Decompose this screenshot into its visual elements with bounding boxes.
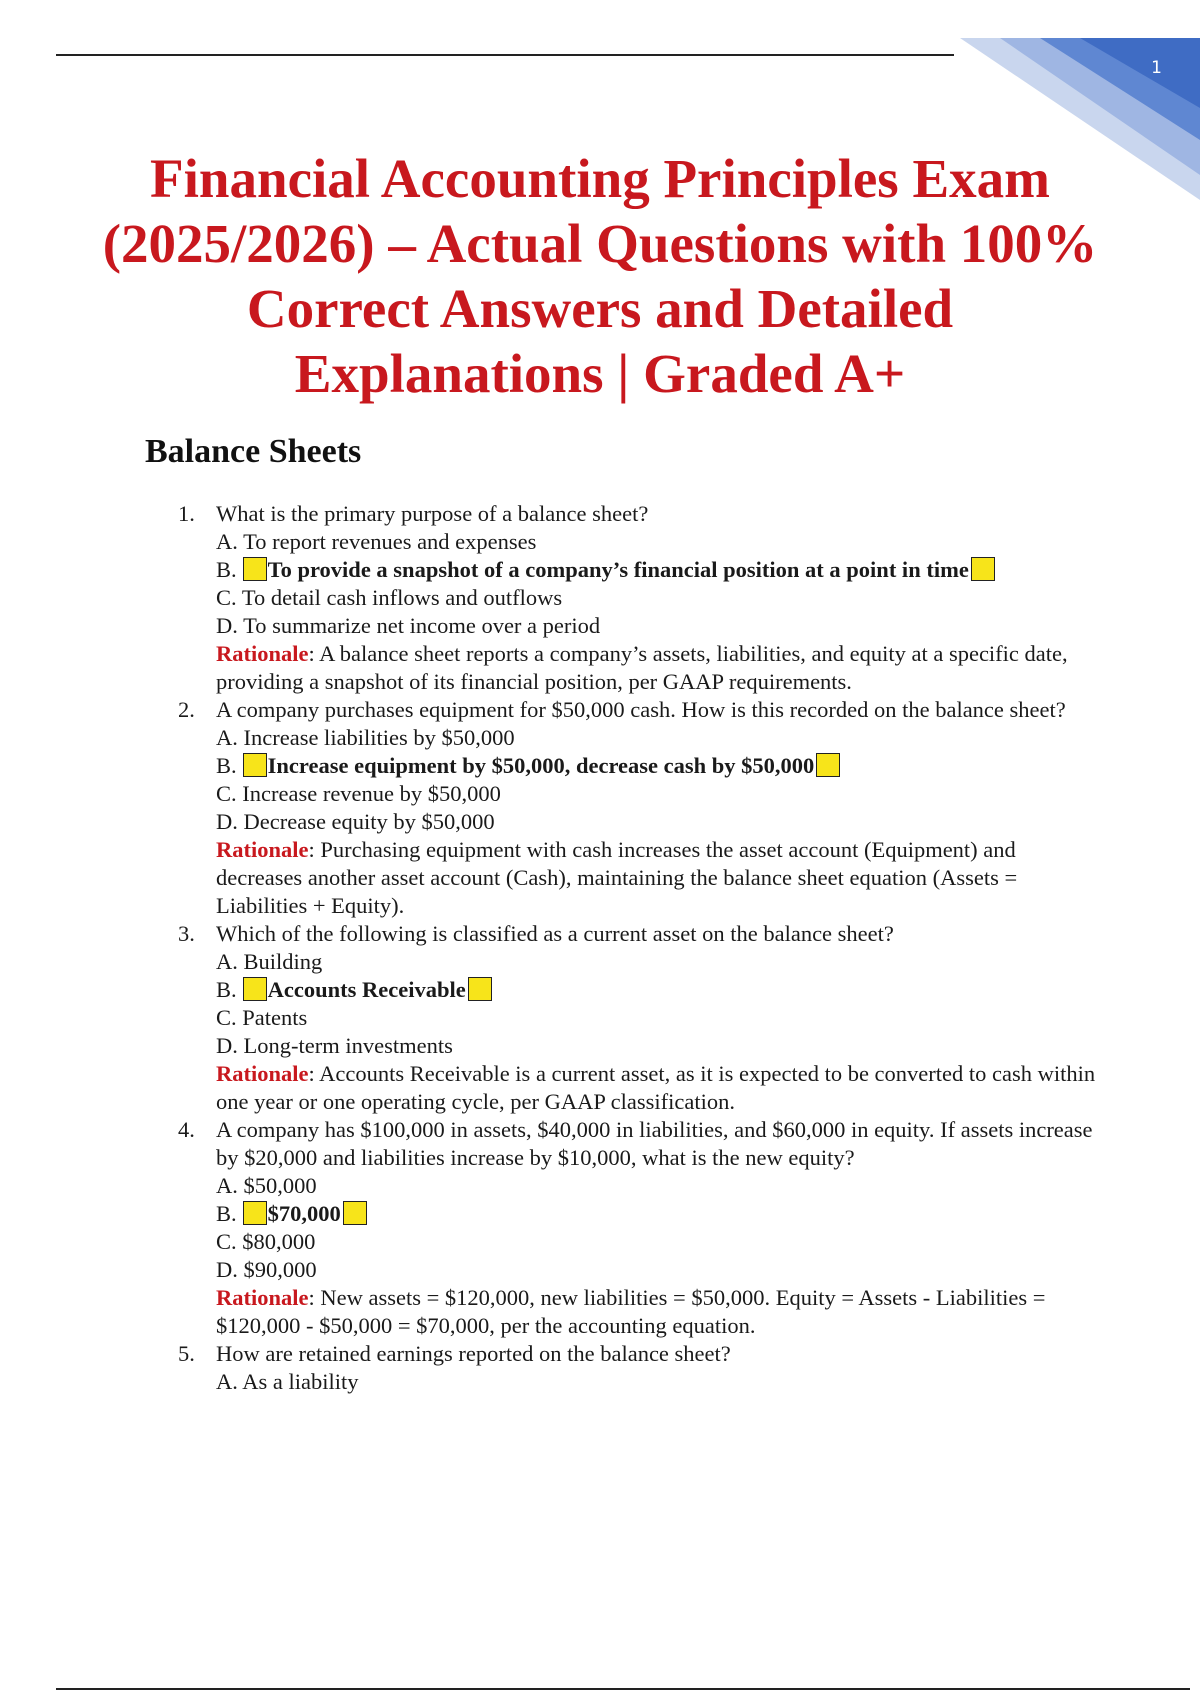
option-d: D. Decrease equity by $50,000 [216,809,495,834]
rationale-label: Rationale [216,1285,309,1310]
answer-marker [243,753,267,777]
question-number: 1. [178,501,195,526]
answer-marker [243,557,267,581]
question-text: A company has $100,000 in assets, $40,000 in liabilities, and $60,000 in equity. If assets increase by $20,000 and liabilities increase by $10,000, what is the new equity? [216,1117,1093,1170]
option-d: D. $90,000 [216,1257,317,1282]
answer-marker [468,977,492,1001]
option-b [216,976,1098,1004]
option-b [216,752,1098,780]
rationale [216,640,1098,696]
option-c: C. To detail cash inflows and outflows [216,585,563,610]
page-number: 1 [1151,58,1162,78]
option-letter: B. [216,977,237,1002]
rationale-text: : New assets = $120,000, new liabilities = $50,000. Equity = Assets - Liabilities = $120,000 - $50,000 = $70,000, per the accounting equation. [216,1285,1046,1338]
answer-marker [816,753,840,777]
option-c: C. Patents [216,1005,308,1030]
section-heading: Balance Sheets [145,433,362,470]
footer-rule [56,1688,1190,1690]
question [178,696,1098,920]
option-a: A. As a liability [216,1369,359,1394]
header-rule [56,54,954,56]
question-text: How are retained earnings reported on the balance sheet? [216,1341,731,1366]
rationale [216,1060,1098,1116]
option-a: A. To report revenues and expenses [216,529,537,554]
question-number: 4. [178,1117,195,1142]
rationale-label: Rationale [216,1061,309,1086]
question-number: 5. [178,1341,195,1366]
question-text: A company purchases equipment for $50,000 cash. How is this recorded on the balance sheet? [216,697,1066,722]
option-b [216,556,1098,584]
option-letter: B. [216,1201,237,1226]
rationale-label: Rationale [216,837,309,862]
rationale-text: : A balance sheet reports a company’s assets, liabilities, and equity at a specific date, providing a snapshot of its financial position, per GAAP requirements. [216,641,1068,694]
question [178,1340,1098,1396]
question-number: 3. [178,921,195,946]
rationale-text: : Accounts Receivable is a current asset, as it is expected to be converted to cash within one year or one operating cycle, per GAAP classification. [216,1061,1096,1114]
question [178,920,1098,1116]
answer-marker [243,977,267,1001]
answer-marker [243,1201,267,1225]
correct-answer: Increase equipment by $50,000, decrease cash by $50,000 [267,753,815,778]
option-letter: B. [216,753,237,778]
option-d: D. To summarize net income over a period [216,613,601,638]
rationale-text: : Purchasing equipment with cash increases the asset account (Equipment) and decreases another asset account (Cash), maintaining the balance sheet equation (Assets = Liabilities + Equity). [216,837,1018,918]
option-b [216,1200,1098,1228]
question [178,1116,1098,1340]
question-number: 2. [178,697,195,722]
rationale [216,1284,1098,1340]
correct-answer: Accounts Receivable [267,977,466,1002]
option-a: A. $50,000 [216,1173,317,1198]
option-letter: B. [216,557,237,582]
option-a: A. Building [216,949,323,974]
option-a: A. Increase liabilities by $50,000 [216,725,515,750]
question-text: Which of the following is classified as a current asset on the balance sheet? [216,921,894,946]
option-c: C. $80,000 [216,1229,316,1254]
question-list [178,500,1098,1396]
answer-marker [343,1201,367,1225]
rationale-label: Rationale [216,641,309,666]
correct-answer: $70,000 [267,1201,341,1226]
option-d: D. Long-term investments [216,1033,453,1058]
question [178,500,1098,696]
option-c: C. Increase revenue by $50,000 [216,781,501,806]
rationale [216,836,1098,920]
question-text: What is the primary purpose of a balance sheet? [216,501,649,526]
answer-marker [971,557,995,581]
document-title: Financial Accounting Principles Exam (2025/2026) – Actual Questions with 100% Correct Answers and Detailed Explanations | Graded A+ [102,148,1098,404]
correct-answer: To provide a snapshot of a company’s financial position at a point in time [267,557,969,582]
